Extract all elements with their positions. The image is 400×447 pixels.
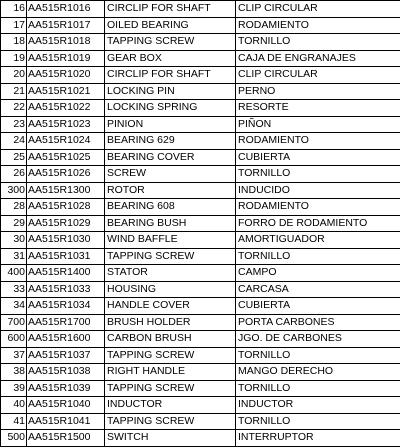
part-code-cell: AA515R1031 (27, 248, 105, 265)
part-code-cell: AA515R1016 (27, 1, 105, 18)
part-code-cell: AA515R1028 (27, 199, 105, 216)
part-name-english-cell: CIRCLIP FOR SHAFT (105, 1, 236, 18)
part-name-spanish-cell: CUBIERTA (236, 298, 400, 315)
part-name-english-cell: TAPPING SCREW (105, 34, 236, 51)
part-code-cell: AA515R1020 (27, 67, 105, 84)
table-row (1, 17, 400, 34)
part-name-spanish-cell: TORNILLO (236, 166, 400, 183)
part-number-cell: 31 (1, 248, 27, 265)
table-row (1, 199, 400, 216)
part-code-cell: AA515R1038 (27, 364, 105, 381)
table-row (1, 364, 400, 381)
part-number-cell: 21 (1, 83, 27, 100)
part-number-cell: 18 (1, 34, 27, 51)
part-name-spanish-cell: TORNILLO (236, 248, 400, 265)
part-name-spanish-cell: INDUCIDO (236, 182, 400, 199)
part-name-spanish-cell: AMORTIGUADOR (236, 232, 400, 249)
part-name-spanish-cell: JGO. DE CARBONES (236, 331, 400, 348)
part-name-english-cell: CARBON BRUSH (105, 331, 236, 348)
table-row (1, 50, 400, 67)
part-name-spanish-cell: INDUCTOR (236, 397, 400, 414)
part-code-cell: AA515R1029 (27, 215, 105, 232)
part-name-english-cell: ROTOR (105, 182, 236, 199)
part-name-english-cell: GEAR BOX (105, 50, 236, 67)
part-name-english-cell: LOCKING SPRING (105, 100, 236, 117)
table-row (1, 215, 400, 232)
part-code-cell: AA515R1024 (27, 133, 105, 150)
part-code-cell: AA515R1040 (27, 397, 105, 414)
part-number-cell: 26 (1, 166, 27, 183)
part-name-english-cell: TAPPING SCREW (105, 347, 236, 364)
part-code-cell: AA515R1030 (27, 232, 105, 249)
table-row (1, 413, 400, 430)
part-name-english-cell: BEARING BUSH (105, 215, 236, 232)
part-number-cell: 24 (1, 133, 27, 150)
part-name-english-cell: HANDLE COVER (105, 298, 236, 315)
part-code-cell: AA515R1700 (27, 314, 105, 331)
parts-table-body (1, 1, 400, 447)
part-number-cell: 19 (1, 50, 27, 67)
part-name-english-cell: RIGHT HANDLE (105, 364, 236, 381)
part-number-cell: 22 (1, 100, 27, 117)
part-number-cell: 28 (1, 199, 27, 216)
table-row (1, 1, 400, 18)
part-name-english-cell: BRUSH HOLDER (105, 314, 236, 331)
table-row (1, 232, 400, 249)
part-number-cell: 16 (1, 1, 27, 18)
part-code-cell: AA515R1022 (27, 100, 105, 117)
part-name-spanish-cell: CLIP CIRCULAR (236, 1, 400, 18)
table-row (1, 149, 400, 166)
part-name-english-cell: PINION (105, 116, 236, 133)
part-name-spanish-cell: PERNO (236, 83, 400, 100)
table-row (1, 380, 400, 397)
part-name-english-cell: HOUSING (105, 281, 236, 298)
table-row (1, 314, 400, 331)
part-code-cell: AA515R1034 (27, 298, 105, 315)
part-name-spanish-cell: PORTA CARBONES (236, 314, 400, 331)
table-row (1, 265, 400, 282)
part-number-cell: 400 (1, 265, 27, 282)
part-name-spanish-cell: TORNILLO (236, 380, 400, 397)
part-name-spanish-cell: FORRO DE RODAMIENTO (236, 215, 400, 232)
table-row (1, 67, 400, 84)
part-code-cell: AA515R1026 (27, 166, 105, 183)
part-number-cell: 41 (1, 413, 27, 430)
part-number-cell: 30 (1, 232, 27, 249)
part-code-cell: AA515R1041 (27, 413, 105, 430)
part-code-cell: AA515R1300 (27, 182, 105, 199)
part-name-english-cell: STATOR (105, 265, 236, 282)
table-row (1, 347, 400, 364)
part-number-cell: 33 (1, 281, 27, 298)
table-row (1, 430, 400, 447)
part-code-cell: AA515R1039 (27, 380, 105, 397)
part-name-english-cell: WIND BAFFLE (105, 232, 236, 249)
part-name-english-cell: INDUCTOR (105, 397, 236, 414)
part-name-spanish-cell: RODAMIENTO (236, 133, 400, 150)
part-number-cell: 23 (1, 116, 27, 133)
part-name-spanish-cell: RODAMIENTO (236, 199, 400, 216)
part-code-cell: AA515R1018 (27, 34, 105, 51)
table-row (1, 166, 400, 183)
part-number-cell: 40 (1, 397, 27, 414)
part-number-cell: 700 (1, 314, 27, 331)
table-row (1, 133, 400, 150)
part-number-cell: 500 (1, 430, 27, 447)
part-code-cell: AA515R1017 (27, 17, 105, 34)
part-name-spanish-cell: RODAMIENTO (236, 17, 400, 34)
part-name-english-cell: BEARING 629 (105, 133, 236, 150)
table-row (1, 248, 400, 265)
table-row (1, 116, 400, 133)
part-name-spanish-cell: TORNILLO (236, 34, 400, 51)
part-name-spanish-cell: CARCASA (236, 281, 400, 298)
part-number-cell: 600 (1, 331, 27, 348)
table-row (1, 298, 400, 315)
part-code-cell: AA515R1021 (27, 83, 105, 100)
table-row (1, 83, 400, 100)
part-code-cell: AA515R1019 (27, 50, 105, 67)
part-number-cell: 17 (1, 17, 27, 34)
part-name-english-cell: TAPPING SCREW (105, 413, 236, 430)
part-name-spanish-cell: INTERRUPTOR (236, 430, 400, 447)
part-name-english-cell: LOCKING PIN (105, 83, 236, 100)
table-row (1, 182, 400, 199)
part-code-cell: AA515R1500 (27, 430, 105, 447)
part-name-english-cell: SCREW (105, 166, 236, 183)
table-row (1, 281, 400, 298)
table-row (1, 34, 400, 51)
part-number-cell: 37 (1, 347, 27, 364)
part-code-cell: AA515R1037 (27, 347, 105, 364)
table-row (1, 397, 400, 414)
part-name-english-cell: BEARING 608 (105, 199, 236, 216)
table-row (1, 331, 400, 348)
part-code-cell: AA515R1033 (27, 281, 105, 298)
part-name-english-cell: TAPPING SCREW (105, 380, 236, 397)
part-name-spanish-cell: CLIP CIRCULAR (236, 67, 400, 84)
part-code-cell: AA515R1400 (27, 265, 105, 282)
table-row (1, 100, 400, 117)
part-name-english-cell: OILED BEARING (105, 17, 236, 34)
part-number-cell: 300 (1, 182, 27, 199)
part-name-spanish-cell: TORNILLO (236, 413, 400, 430)
part-name-english-cell: TAPPING SCREW (105, 248, 236, 265)
part-code-cell: AA515R1600 (27, 331, 105, 348)
part-name-spanish-cell: CUBIERTA (236, 149, 400, 166)
part-name-spanish-cell: RESORTE (236, 100, 400, 117)
part-code-cell: AA515R1023 (27, 116, 105, 133)
part-name-english-cell: SWITCH (105, 430, 236, 447)
part-number-cell: 38 (1, 364, 27, 381)
part-number-cell: 29 (1, 215, 27, 232)
part-name-spanish-cell: TORNILLO (236, 347, 400, 364)
part-number-cell: 20 (1, 67, 27, 84)
part-name-spanish-cell: MANGO DERECHO (236, 364, 400, 381)
part-name-spanish-cell: PIÑON (236, 116, 400, 133)
part-code-cell: AA515R1025 (27, 149, 105, 166)
part-number-cell: 25 (1, 149, 27, 166)
part-name-english-cell: CIRCLIP FOR SHAFT (105, 67, 236, 84)
part-number-cell: 34 (1, 298, 27, 315)
part-name-spanish-cell: CAMPO (236, 265, 400, 282)
part-name-spanish-cell: CAJA DE ENGRANAJES (236, 50, 400, 67)
part-number-cell: 39 (1, 380, 27, 397)
part-name-english-cell: BEARING COVER (105, 149, 236, 166)
